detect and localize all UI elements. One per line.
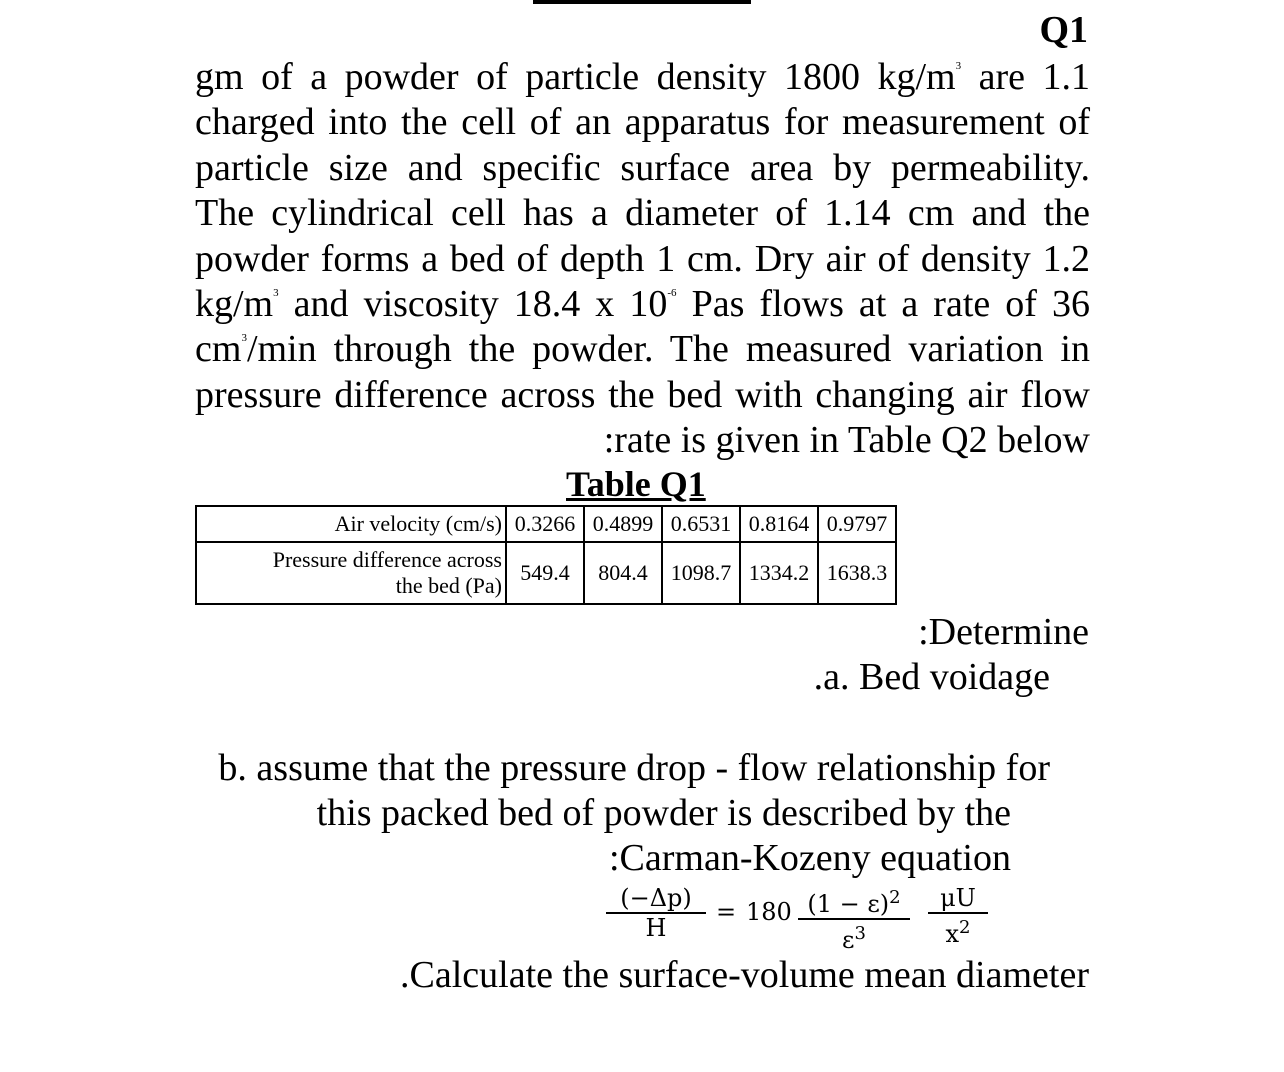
part-b-line-2: this packed bed of powder is described by the: [316, 792, 1011, 834]
data-table: [195, 505, 897, 605]
rhs-fraction: μU $x^2$: [928, 884, 988, 948]
para-line-7: $cm^3/\min$ through the powder. The measured variation in: [195, 328, 1090, 371]
air-velocity-cell: 0.6531: [662, 506, 740, 542]
para-line-8: pressure difference across the bed with changing air flow: [195, 373, 1090, 416]
equals-sign: =: [716, 898, 737, 926]
problem-paragraph: [195, 55, 1090, 464]
final-instruction: .Calculate the surface-volume mean diameter: [400, 954, 1089, 996]
part-b-line-1: b. assume that the pressure drop - flow relationship for: [218, 747, 1050, 789]
row-label-air-velocity: Air velocity (cm/s): [196, 506, 506, 542]
air-velocity-cell: 0.3266: [506, 506, 584, 542]
table-title: Table Q1: [566, 464, 706, 504]
part-a: .a. Bed voidage: [813, 656, 1050, 698]
pressure-cell: 1638.3: [818, 542, 896, 604]
para-line-2: charged into the cell of an apparatus for measurement of: [195, 101, 1090, 144]
lhs-fraction: (−Δp) H: [606, 884, 706, 942]
para-line-4: The cylindrical cell has a diameter of 1.14 cm and the: [195, 192, 1090, 235]
para-line-6: $kg/m^3$ and viscosity 18.4 x $10^{-6}$ Pas flows at a rate of 36: [195, 282, 1090, 325]
pressure-cell: 549.4: [506, 542, 584, 604]
air-velocity-cell: 0.8164: [740, 506, 818, 542]
pressure-cell: 804.4: [584, 542, 662, 604]
table-row-air-velocity: [196, 506, 896, 542]
para-line-9: :rate is given in Table Q2 below: [603, 419, 1090, 462]
determine-label: :Determine: [918, 611, 1089, 653]
para-line-3: particle size and specific surface area by permeability.: [195, 146, 1090, 189]
air-velocity-cell: 0.4899: [584, 506, 662, 542]
table-row-pressure: [196, 542, 896, 604]
coefficient: 180: [746, 898, 792, 926]
question-heading: Q1: [1039, 9, 1088, 51]
row-label-pressure: Pressure difference across the bed (Pa): [196, 542, 506, 604]
para-line-5: powder forms a bed of depth 1 cm. Dry air of density 1.2: [195, 237, 1090, 280]
air-velocity-cell: 0.9797: [818, 506, 896, 542]
pressure-cell: 1098.7: [662, 542, 740, 604]
para-line-1: gm of a powder of particle density 1800 $kg/m^3$ are 1.1: [195, 56, 1090, 98]
voidage-fraction: $(1 - \varepsilon)^2$ $\varepsilon^3$: [798, 884, 910, 954]
top-rule: [533, 0, 751, 4]
pressure-cell: 1334.2: [740, 542, 818, 604]
carman-kozeny-equation: [606, 884, 1006, 954]
part-b-line-3: :Carman-Kozeny equation: [608, 837, 1011, 879]
